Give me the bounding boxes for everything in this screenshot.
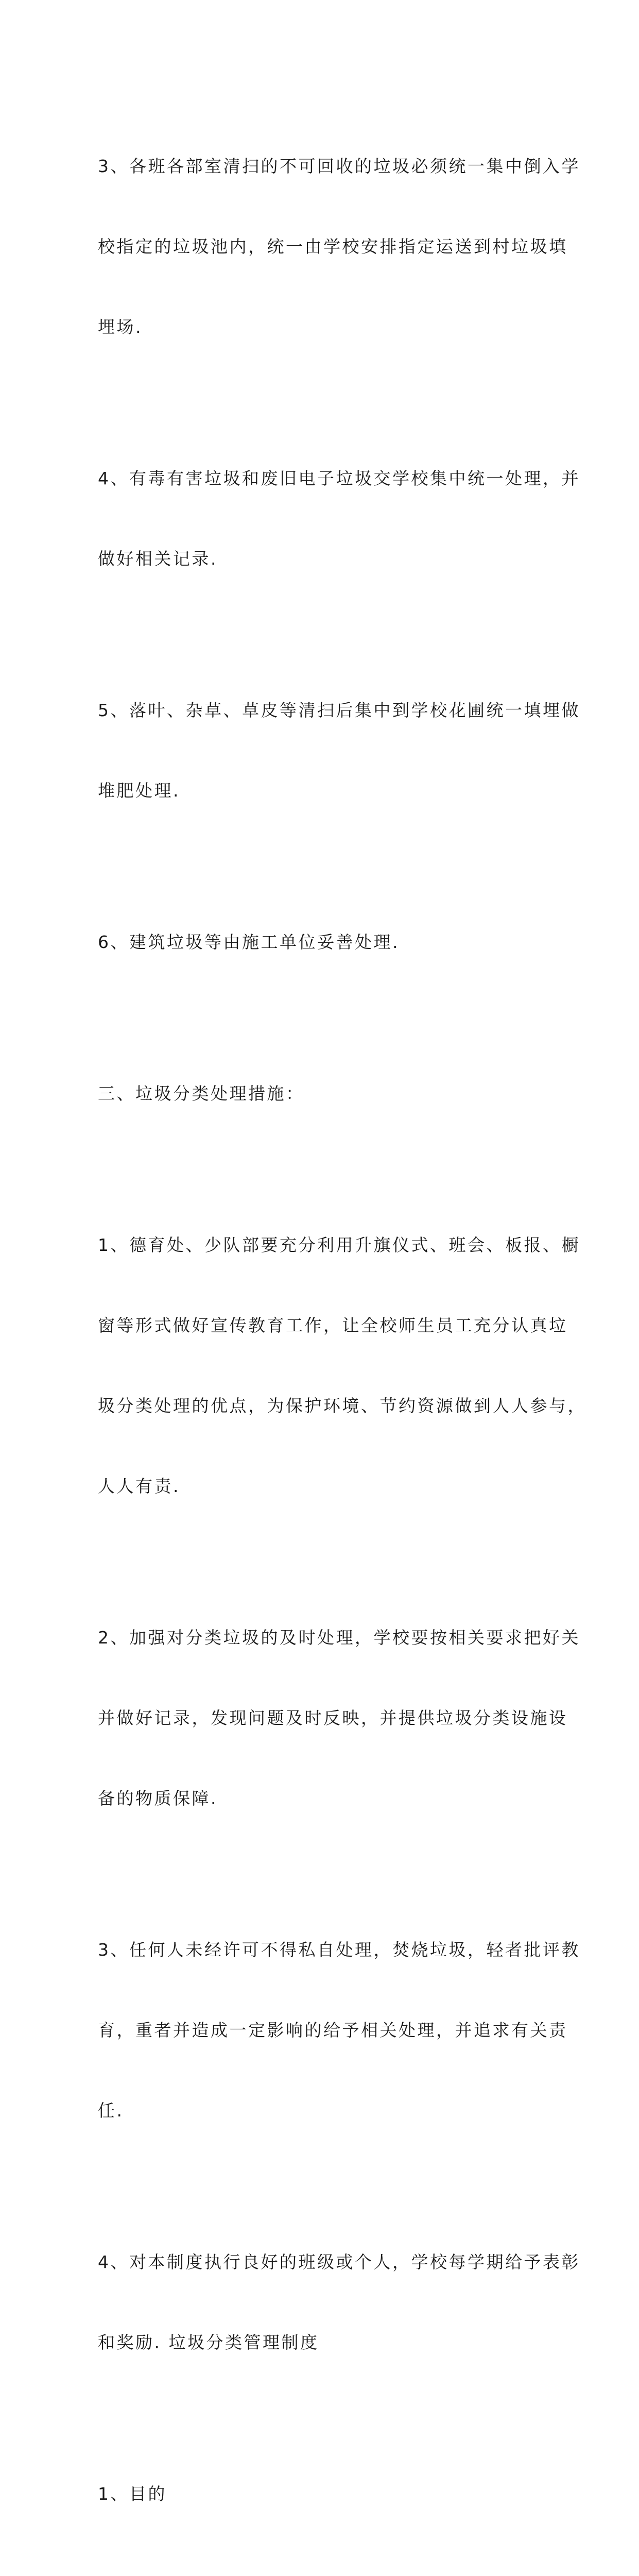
text-line: 育，重者并造成一定影响的给予相关处理，并追求有关责 xyxy=(98,2020,568,2040)
heading-line: 1、目的 xyxy=(98,2484,167,2504)
paragraph-measure-3-prohibition xyxy=(98,1883,580,2178)
text-line: 人人有责. xyxy=(98,1476,180,1496)
text-line: 5、落叶、杂草、草皮等清扫后集中到学校花圃统一填埋做 xyxy=(98,700,580,720)
paragraph-purpose-heading xyxy=(98,2427,541,2561)
section-heading-measures xyxy=(98,1027,541,1161)
text-line: 1、德育处、少队部要充分利用升旗仪式、班会、板报、橱 xyxy=(98,1235,580,1255)
paragraph-measure-2-processing xyxy=(98,1571,580,1866)
paragraph-item-4-hazardous xyxy=(98,412,580,626)
paragraph-measure-4-rewards xyxy=(98,2195,580,2410)
text-line: 校指定的垃圾池内，统一由学校安排指定运送到村垃圾填 xyxy=(98,236,568,257)
text-line: 2、加强对分类垃圾的及时处理，学校要按相关要求把好关 xyxy=(98,1628,580,1648)
paragraph-item-3-collection xyxy=(98,99,580,394)
paragraph-measure-1-education xyxy=(98,1178,586,1553)
text-line: 和奖励. 垃圾分类管理制度 xyxy=(98,2332,319,2352)
text-line: 3、各班各部室清扫的不可回收的垃圾必须统一集中倒入学 xyxy=(98,156,580,176)
text-line: 6、建筑垃圾等由施工单位妥善处理. xyxy=(98,932,400,952)
text-line: 埋场. xyxy=(98,317,143,337)
heading-line: 三、垃圾分类处理措施： xyxy=(98,1083,305,1104)
text-line: 做好相关记录. xyxy=(98,549,218,569)
paragraph-item-5-leaves xyxy=(98,643,580,858)
text-line: 4、对本制度执行良好的班级或个人，学校每学期给予表彰 xyxy=(98,2252,580,2272)
text-line: 并做好记录，发现问题及时反映，并提供垃圾分类设施设 xyxy=(98,1708,568,1728)
document-body xyxy=(98,99,586,2576)
text-line: 圾分类处理的优点，为保护环境、节约资源做到人人参与， xyxy=(98,1396,586,1416)
paragraph-item-6-construction xyxy=(98,875,541,1009)
text-line: 备的物质保障. xyxy=(98,1788,218,1808)
text-line: 4、有毒有害垃圾和废旧电子垃圾交学校集中统一处理，并 xyxy=(98,468,580,488)
text-line: 堆肥处理. xyxy=(98,781,180,801)
text-line: 3、任何人未经许可不得私自处理，焚烧垃圾，轻者批评教 xyxy=(98,1940,580,1960)
text-line: 任. xyxy=(98,2100,124,2121)
text-line: 窗等形式做好宣传教育工作，让全校师生员工充分认真垃 xyxy=(98,1315,568,1335)
